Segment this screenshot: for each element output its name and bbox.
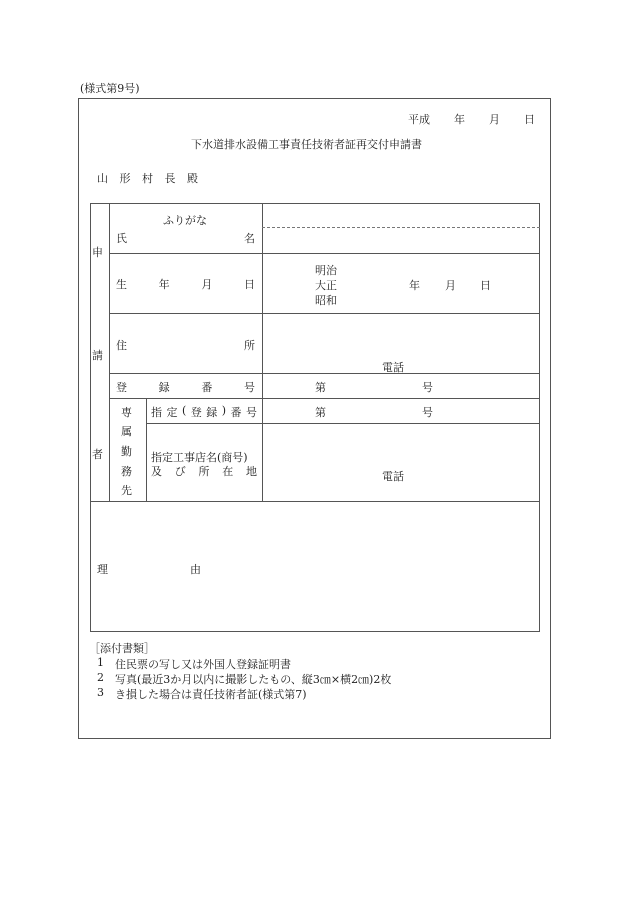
furigana-label: ふりがな — [163, 214, 207, 227]
designation-gou: 号 — [422, 406, 433, 419]
affiliation-3: 勤 — [121, 445, 132, 458]
designation-no-label: 指 定 ( 登 録 ) 番 号 — [151, 404, 257, 419]
attachment-text-3: き損した場合は責任技術者証(様式第7) — [115, 688, 307, 701]
affiliation-2: 属 — [121, 425, 132, 438]
affiliation-1: 専 — [121, 406, 132, 419]
attachment-num-2: 2 — [97, 671, 104, 684]
addressee: 山 形 村 長 殿 — [97, 172, 202, 185]
attachments-heading: ［添付書類］ — [89, 642, 155, 655]
designation-dai: 第 — [315, 406, 326, 419]
name-label: 氏 名 — [116, 232, 255, 245]
reg-no-label: 登 録 番 号 — [116, 381, 255, 394]
side-label-3: 者 — [92, 448, 103, 461]
affiliation-4: 務 — [121, 465, 132, 478]
reason-label-2: 由 — [190, 563, 201, 576]
date-era: 平成 — [408, 113, 430, 126]
reg-dai: 第 — [315, 381, 326, 394]
reason-label-1: 理 — [97, 563, 108, 576]
attachment-num-1: 1 — [97, 656, 104, 669]
form-number: (様式第9号) — [80, 82, 140, 95]
reason-box — [90, 501, 540, 632]
side-label-2: 請 — [92, 349, 103, 362]
attachment-num-3: 3 — [97, 686, 104, 699]
birth-month-unit: 月 — [445, 279, 456, 292]
side-label-1: 申 — [92, 246, 103, 259]
birth-day-unit: 日 — [480, 279, 491, 292]
date-year: 年 — [454, 113, 465, 126]
era-meiji: 明治 — [315, 264, 337, 277]
era-taisho: 大正 — [315, 279, 337, 292]
affiliation-5: 先 — [121, 484, 132, 497]
form-title: 下水道排水設備工事責任技術者証再交付申請書 — [191, 138, 422, 151]
era-showa: 昭和 — [315, 294, 337, 307]
date-day: 日 — [524, 113, 535, 126]
birth-year-unit: 年 — [409, 279, 420, 292]
address-label: 住 所 — [116, 339, 255, 352]
shop-phone-label: 電話 — [382, 470, 404, 483]
attachment-text-1: 住民票の写し又は外国人登録証明書 — [115, 658, 291, 671]
shop-name-label: 指定工事店名(商号) — [151, 451, 248, 464]
shop-location-label: 及 び 所 在 地 — [151, 465, 257, 478]
attachment-text-2: 写真(最近3か月以内に撮影したもの、縦3㎝×横2㎝)2枚 — [115, 673, 392, 686]
reg-gou: 号 — [422, 381, 433, 394]
birth-label: 生 年 月 日 — [116, 278, 255, 291]
date-month: 月 — [489, 113, 500, 126]
phone-label: 電話 — [382, 361, 404, 374]
